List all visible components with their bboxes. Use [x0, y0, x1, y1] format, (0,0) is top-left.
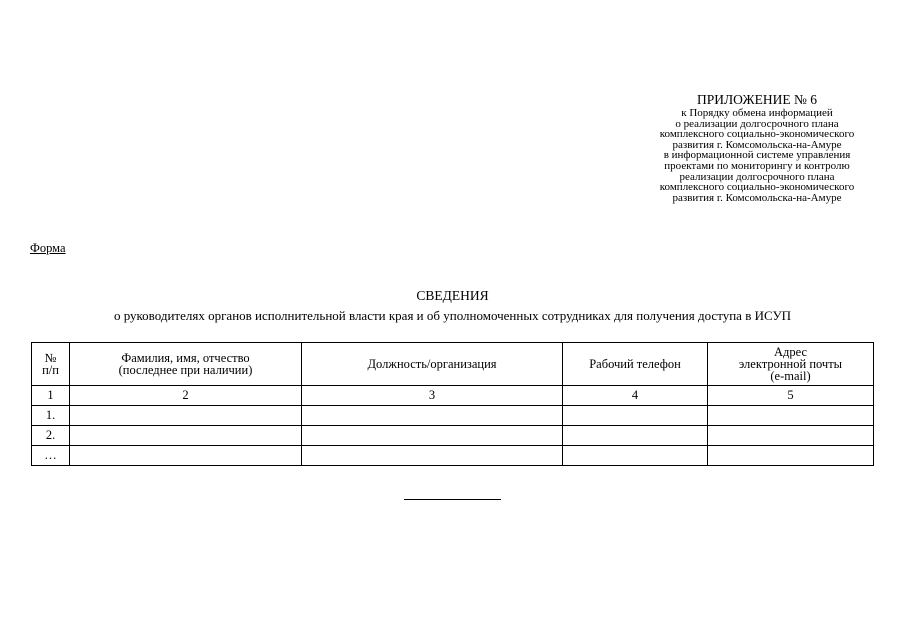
header-text: Фамилия, имя, отчество: [121, 351, 250, 365]
table-cell: [708, 426, 874, 446]
column-number: 2: [70, 386, 302, 406]
header-text: Адрес: [773, 345, 808, 359]
table-cell: [302, 446, 563, 466]
appendix-line: реализации долгосрочного плана: [679, 170, 835, 183]
column-number: 3: [302, 386, 563, 406]
table-cell: [708, 406, 874, 426]
table-cell: [70, 406, 302, 426]
document-subtitle: о руководителях органов исполнительной власти края и об уполномоченных сотрудниках для получения доступа в ИСУП: [113, 308, 792, 323]
appendix-line: комплексного социально-экономического: [659, 128, 855, 141]
header-text: п/п: [42, 363, 59, 377]
header-full-name: [70, 343, 302, 386]
header-text: (e-mail): [770, 369, 811, 383]
row-number: …: [32, 446, 70, 466]
row-number: 2.: [32, 426, 70, 446]
table-cell: [563, 446, 708, 466]
document-title: СВЕДЕНИЯ: [416, 288, 489, 303]
table-cell: [302, 426, 563, 446]
column-number-row: [32, 386, 874, 406]
form-label: Форма: [30, 241, 66, 255]
table-cell: [563, 406, 708, 426]
table-cell: [708, 446, 874, 466]
appendix-line: развития г. Комсомольска-на-Амуре: [672, 191, 842, 204]
header-text: №: [44, 351, 57, 365]
table-cell: [70, 446, 302, 466]
appendix-line: проектами по мониторингу и контролю: [664, 159, 850, 172]
header-text: (последнее при наличии): [118, 363, 253, 377]
staff-table: [31, 342, 874, 466]
header-text: электронной почты: [738, 357, 843, 371]
header-phone: [563, 343, 708, 386]
row-number: 1.: [32, 406, 70, 426]
header-position: [302, 343, 563, 386]
header-email: [708, 343, 874, 386]
appendix-title: ПРИЛОЖЕНИЕ № 6: [696, 92, 818, 107]
table-cell: [70, 426, 302, 446]
table-header-row: [32, 343, 874, 386]
table-row: [32, 426, 874, 446]
appendix-block: [620, 92, 894, 203]
column-number: 5: [708, 386, 874, 406]
header-text: Рабочий телефон: [589, 357, 681, 371]
column-number: 4: [563, 386, 708, 406]
appendix-line: о реализации долгосрочного плана: [675, 117, 839, 130]
table-cell: [563, 426, 708, 446]
end-separator-line: [404, 499, 501, 500]
column-number: 1: [32, 386, 70, 406]
appendix-line: развития г. Комсомольска-на-Амуре: [672, 138, 842, 151]
appendix-line: в информационной системе управления: [663, 149, 851, 162]
table-row: [32, 406, 874, 426]
table-row: [32, 446, 874, 466]
appendix-line: комплексного социально-экономического: [659, 181, 855, 194]
table-cell: [302, 406, 563, 426]
appendix-line: к Порядку обмена информацией: [681, 107, 833, 119]
header-number: [32, 343, 70, 386]
header-text: Должность/организация: [367, 357, 497, 371]
